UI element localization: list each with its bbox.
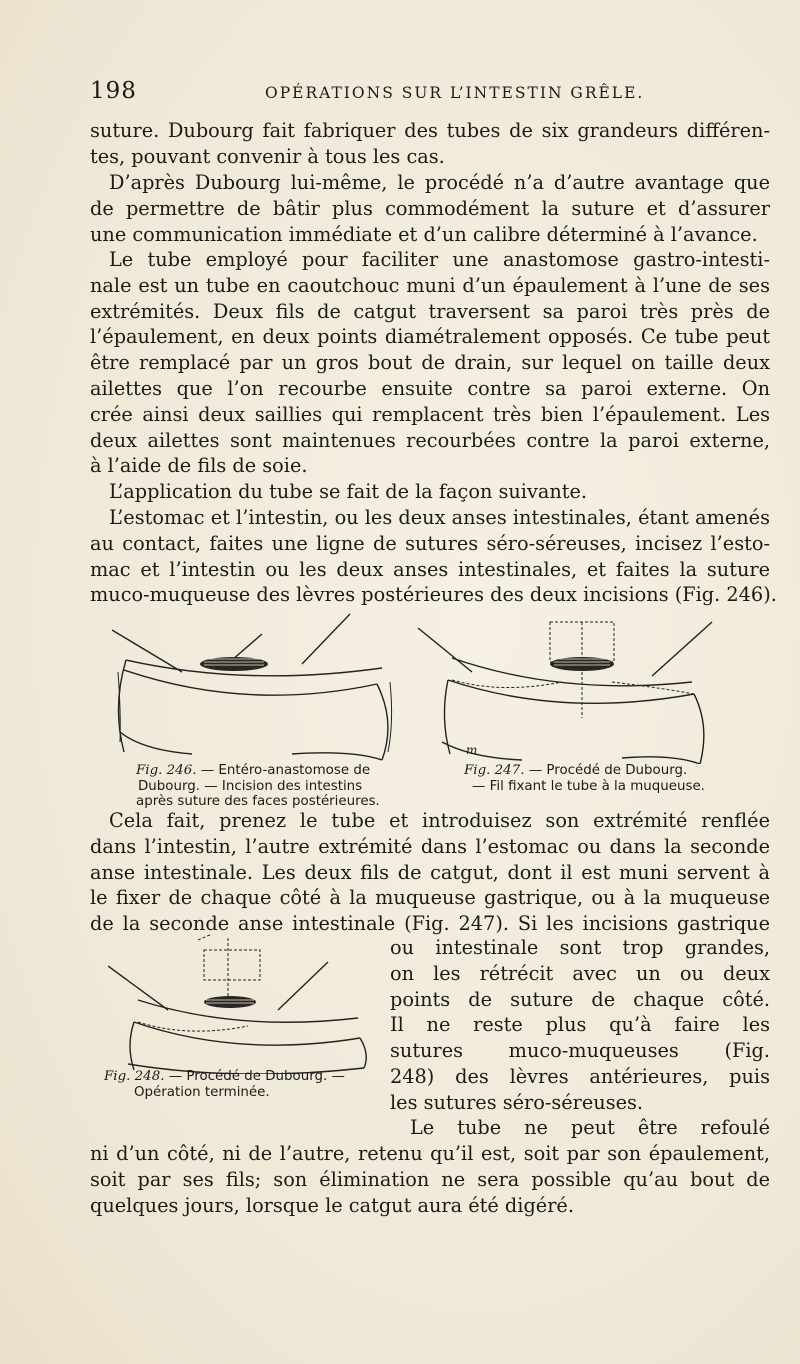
figure-248-illustration: [108, 934, 370, 1074]
text-line: points de suture de chaque côté.: [390, 987, 770, 1011]
figure-246-caption: [136, 763, 386, 810]
text-line: anse intestinale. Les deux fils de catgut, dont il est muni servent à: [90, 860, 770, 884]
paragraph-1: [90, 118, 770, 170]
paragraph-5: [90, 505, 777, 608]
paragraph-2: [90, 170, 770, 247]
caption-text: après suture des faces postérieures.: [136, 794, 380, 809]
text-line: suture. Dubourg fait fabriquer des tubes de six grandeurs différen-: [90, 119, 770, 142]
text-line: on les rétrécit avec un ou deux: [390, 961, 770, 985]
text-line: soit par ses fils; son élimination ne sera possible qu’au bout de: [90, 1167, 770, 1191]
text-line: nale est un tube en caoutchouc muni d’un épaulement à l’une de ses: [90, 273, 770, 297]
figure-248-caption: [104, 1069, 374, 1100]
text-line: ni d’un côté, ni de l’autre, retenu qu’il est, soit par son épaulement,: [90, 1142, 770, 1165]
figure-246-illustration: [112, 612, 404, 762]
text-line: ou intestinale sont trop grandes,: [390, 936, 770, 959]
running-header: [90, 78, 730, 108]
text-line: D’après Dubourg lui-même, le procédé n’a d’autre avantage que: [109, 171, 770, 194]
running-title: OPÉRATIONS SUR L’INTESTIN GRÊLE.: [265, 84, 645, 102]
figure-label: Fig. 248.: [104, 1069, 165, 1084]
figure-247-illustration: [412, 614, 722, 764]
text-line: L’estomac et l’intestin, ou les deux anses intestinales, étant amenés: [109, 506, 770, 529]
text-line: Il ne reste plus qu’à faire les: [390, 1013, 770, 1037]
paragraph-4: [90, 479, 770, 505]
caption-text: — Procédé de Dubourg. —: [164, 1069, 345, 1084]
figure-marker-m: m: [466, 743, 478, 757]
paragraph-7: [90, 1141, 770, 1218]
text-line: quelques jours, lorsque le catgut aura été digéré.: [90, 1193, 574, 1217]
text-line: 248) des lèvres antérieures, puis: [390, 1064, 770, 1088]
text-line: de permettre de bâtir plus commodément la suture et d’assurer: [90, 196, 770, 220]
text-line: extrémités. Deux fils de catgut traversent sa paroi très près de: [90, 299, 770, 323]
caption-text: — Fil fixant le tube à la muqueuse.: [472, 778, 705, 794]
paragraph-3: [90, 247, 770, 479]
figure-label: Fig. 247.: [464, 763, 525, 778]
text-line: Le tube ne peut être refoulé: [410, 1116, 770, 1139]
figure-label: Fig. 246.: [136, 763, 197, 778]
text-line: ailettes que l’on recourbe ensuite contre sa paroi externe. On: [90, 376, 770, 400]
text-line: L’application du tube se fait de la façon suivante.: [109, 480, 588, 503]
text-line: tes, pouvant convenir à tous les cas.: [90, 144, 445, 168]
text-line: mac et l’intestin ou les deux anses intestinales, et faites la suture: [90, 557, 770, 581]
caption-text: Dubourg. — Incision des intestins: [138, 778, 363, 794]
text-line: crée ainsi deux saillies qui remplacent très bien l’épaulement. Les: [90, 402, 770, 426]
text-line: à l’aide de fils de soie.: [90, 454, 308, 478]
text-line: l’épaulement, en deux points diamétralement opposés. Ce tube peut: [90, 325, 770, 349]
text-line: Cela fait, prenez le tube et introduisez son extrémité renflée: [109, 809, 770, 832]
text-line: une communication immédiate et d’un calibre déterminé à l’avance.: [90, 222, 758, 246]
text-line: au contact, faites une ligne de sutures séro-séreuses, incisez l’esto-: [90, 531, 770, 555]
text-line: sutures muco-muqueuses (Fig.: [390, 1039, 770, 1063]
text-line: de la seconde anse intestinale (Fig. 247). Si les incisions gastrique: [90, 912, 770, 936]
caption-text: — Procédé de Dubourg.: [524, 763, 688, 778]
text-line: muco-muqueuse des lèvres postérieures des deux incisions (Fig. 246).: [90, 583, 777, 607]
caption-text: — Entéro-anastomose de: [196, 763, 371, 778]
paragraph-7-start: [410, 1115, 770, 1141]
page-number: 198: [90, 78, 137, 104]
paragraph-6-wrap: [390, 935, 770, 1116]
text-line: le fixer de chaque côté à la muqueuse gastrique, ou à la muqueuse: [90, 886, 770, 910]
text-line: deux ailettes sont maintenues recourbées contre la paroi externe,: [90, 428, 770, 452]
text-line: Le tube employé pour faciliter une anastomose gastro-intesti-: [109, 248, 770, 271]
caption-text: Opération terminée.: [134, 1084, 270, 1100]
text-line: être remplacé par un gros bout de drain, sur lequel on taille deux: [90, 351, 770, 375]
paragraph-6: [90, 808, 770, 937]
figure-247-caption: [464, 763, 734, 794]
text-line: les sutures séro-séreuses.: [390, 1090, 644, 1114]
text-line: dans l’intestin, l’autre extrémité dans l’estomac ou dans la seconde: [90, 834, 770, 858]
